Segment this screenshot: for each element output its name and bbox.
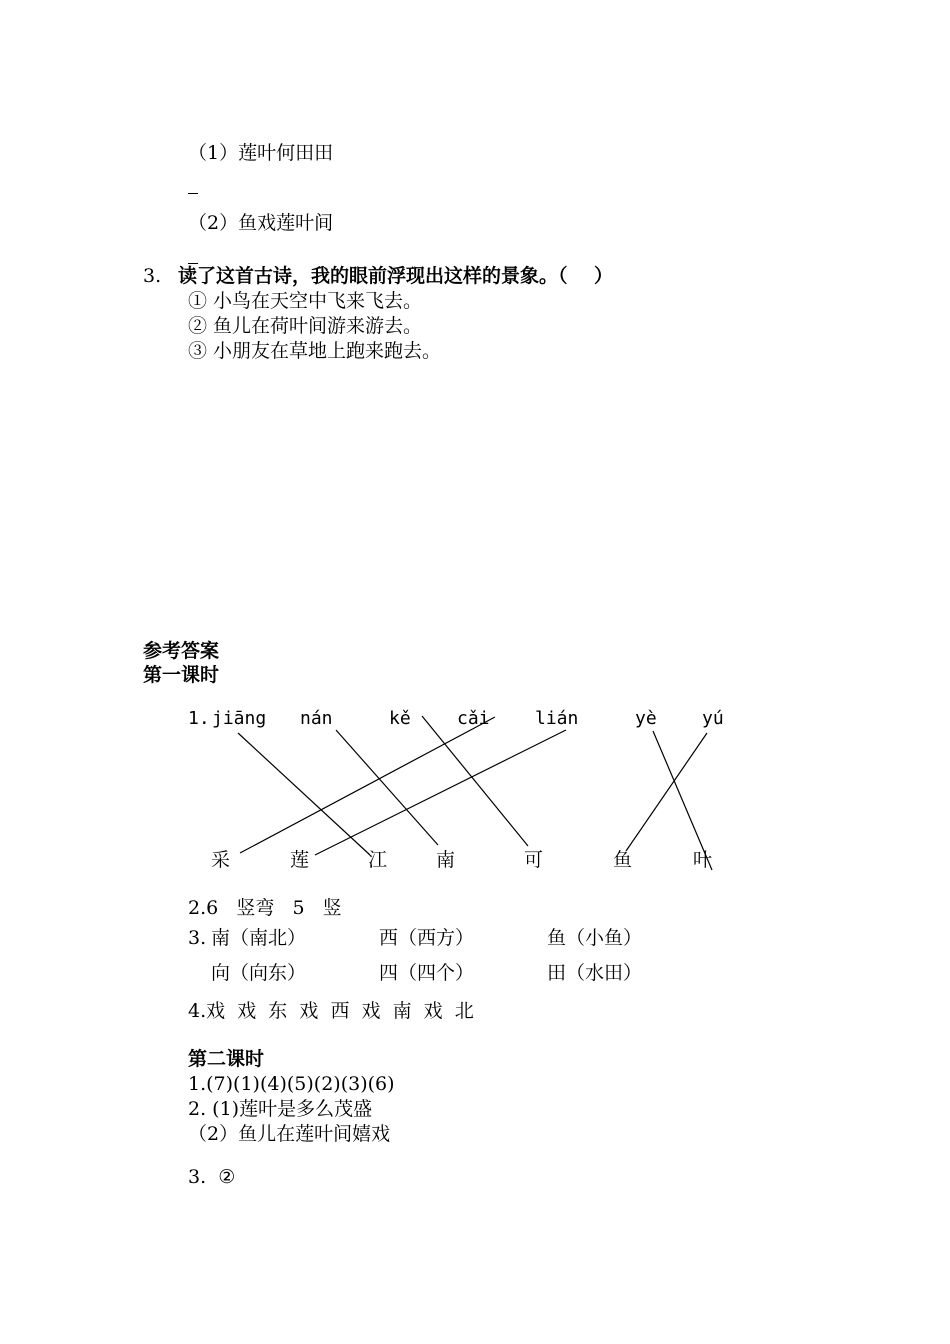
char-lian: 莲 — [290, 849, 310, 871]
char-jiang: 江 — [368, 849, 388, 871]
l1-q4-answer: 4.戏 戏 东 戏 西 戏 南 戏 北 — [188, 1000, 474, 1022]
pinyin-jiang: jiāng — [212, 708, 267, 729]
pinyin-lian: lián — [535, 708, 579, 729]
q2-item-2: （2）鱼戏莲叶间 — [188, 212, 334, 234]
l1-q3-r2c2: 四（四个） — [379, 962, 475, 984]
q3-option-3: ③ 小朋友在草地上跑来跑去。 — [188, 340, 442, 362]
char-ke: 可 — [524, 849, 544, 871]
pinyin-nan: nán — [300, 708, 333, 729]
q3-prompt: 读了这首古诗，我的眼前浮现出这样的景象。（ ） — [178, 265, 613, 287]
lesson1-title: 第一课时 — [143, 664, 220, 686]
l2-q3-answer: 3. ② — [188, 1166, 236, 1188]
char-yu: 鱼 — [613, 849, 633, 871]
l2-q2-line1: 2. (1)莲叶是多么茂盛 — [188, 1098, 373, 1120]
l1-q3-r1c1: 南（南北） — [211, 927, 307, 949]
pinyin-yu: yú — [702, 708, 724, 729]
l1-q1-number: 1. — [188, 708, 210, 729]
pinyin-cai: cǎi — [457, 708, 490, 729]
l1-q3-r2c3: 田（水田） — [547, 962, 643, 984]
q3-option-1: ① 小鸟在天空中飞来飞去。 — [188, 290, 423, 312]
char-cai: 采 — [211, 849, 231, 871]
char-nan: 南 — [436, 849, 456, 871]
q3-option-2: ② 鱼儿在荷叶间游来游去。 — [188, 315, 423, 337]
match-line-nan — [336, 730, 438, 845]
q2-item-1: （1）莲叶何田田 — [188, 142, 334, 164]
pinyin-ye: yè — [635, 708, 657, 729]
pinyin-ke: kě — [389, 708, 411, 729]
l1-q3-r1c3: 鱼（小鱼） — [547, 927, 643, 949]
l1-q3-number: 3. — [188, 927, 207, 949]
l2-q1-answer: 1.(7)(1)(4)(5)(2)(3)(6) — [188, 1073, 395, 1095]
answers-heading: 参考答案 — [143, 640, 220, 662]
q3-number: 3. — [143, 265, 162, 287]
l1-q3-r2c1: 向（向东） — [211, 962, 307, 984]
char-ye: 叶 — [693, 849, 713, 871]
match-line-ke — [422, 716, 528, 846]
l1-q3-r1c2: 西（西方） — [379, 927, 475, 949]
lesson2-title: 第二课时 — [188, 1048, 265, 1070]
match-line-yu — [626, 733, 707, 851]
l2-q2-line2: （2）鱼儿在莲叶间嬉戏 — [188, 1123, 391, 1145]
l1-q2-answer: 2.6 竖弯 5 竖 — [188, 897, 342, 919]
